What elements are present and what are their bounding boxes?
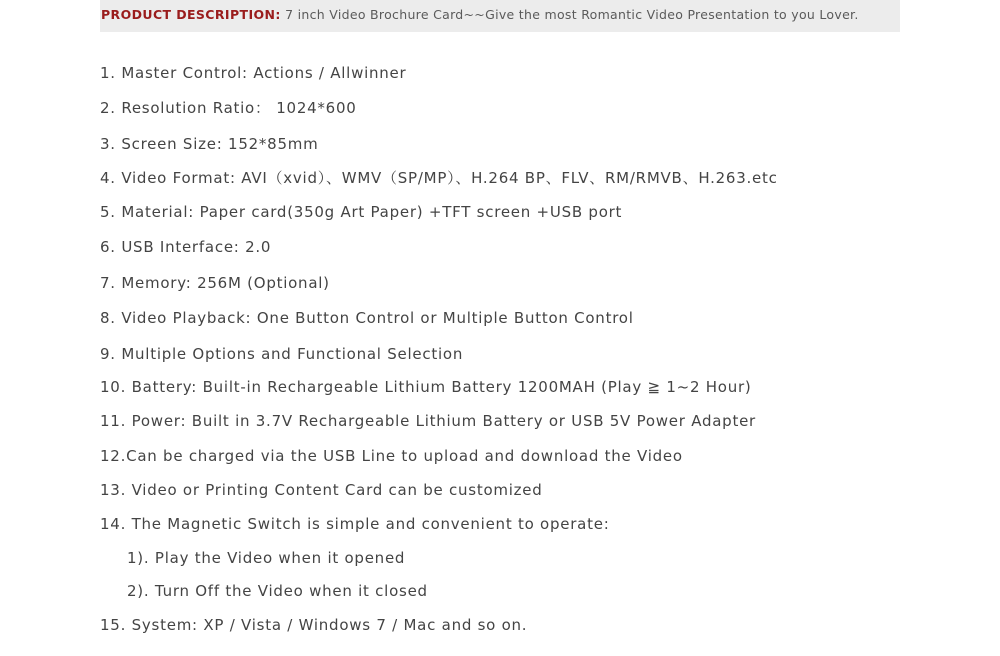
spec-magnetic-switch-close: 2). Turn Off the Video when it closed — [127, 582, 428, 600]
spec-material: 5. Material: Paper card(350g Art Paper) +TFT screen +USB port — [100, 203, 623, 221]
spec-video-format: 4. Video Format: AVI（xvid）、WMV（SP/MP）、H.264 BP、FLV、RM/RMVB、H.263.etc — [100, 169, 778, 187]
spec-usb-charging: 12.Can be charged via the USB Line to upload and download the Video — [100, 447, 683, 465]
spec-usb-interface: 6. USB Interface: 2.0 — [100, 238, 272, 256]
product-description-label: PRODUCT DESCRIPTION: — [101, 7, 281, 22]
product-description-header — [100, 0, 900, 32]
spec-master-control: 1. Master Control: Actions / Allwinner — [100, 64, 407, 82]
spec-resolution-ratio: 2. Resolution Ratio： 1024*600 — [100, 99, 357, 117]
spec-battery: 10. Battery: Built-in Rechargeable Lithium Battery 1200MAH (Play ≧ 1~2 Hour) — [100, 378, 752, 396]
spec-magnetic-switch-open: 1). Play the Video when it opened — [127, 549, 406, 567]
spec-system: 15. System: XP / Vista / Windows 7 / Mac and so on. — [100, 616, 528, 634]
spec-screen-size: 3. Screen Size: 152*85mm — [100, 135, 319, 153]
spec-power: 11. Power: Built in 3.7V Rechargeable Lithium Battery or USB 5V Power Adapter — [100, 412, 756, 430]
spec-multiple-options: 9. Multiple Options and Functional Selection — [100, 345, 464, 363]
product-description-text: 7 inch Video Brochure Card~~Give the most Romantic Video Presentation to you Lover. — [280, 7, 859, 22]
spec-customizable-content: 13. Video or Printing Content Card can be customized — [100, 481, 543, 499]
spec-video-playback: 8. Video Playback: One Button Control or Multiple Button Control — [100, 309, 634, 327]
spec-magnetic-switch: 14. The Magnetic Switch is simple and convenient to operate: — [100, 515, 610, 533]
spec-memory: 7. Memory: 256M (Optional) — [100, 274, 330, 292]
